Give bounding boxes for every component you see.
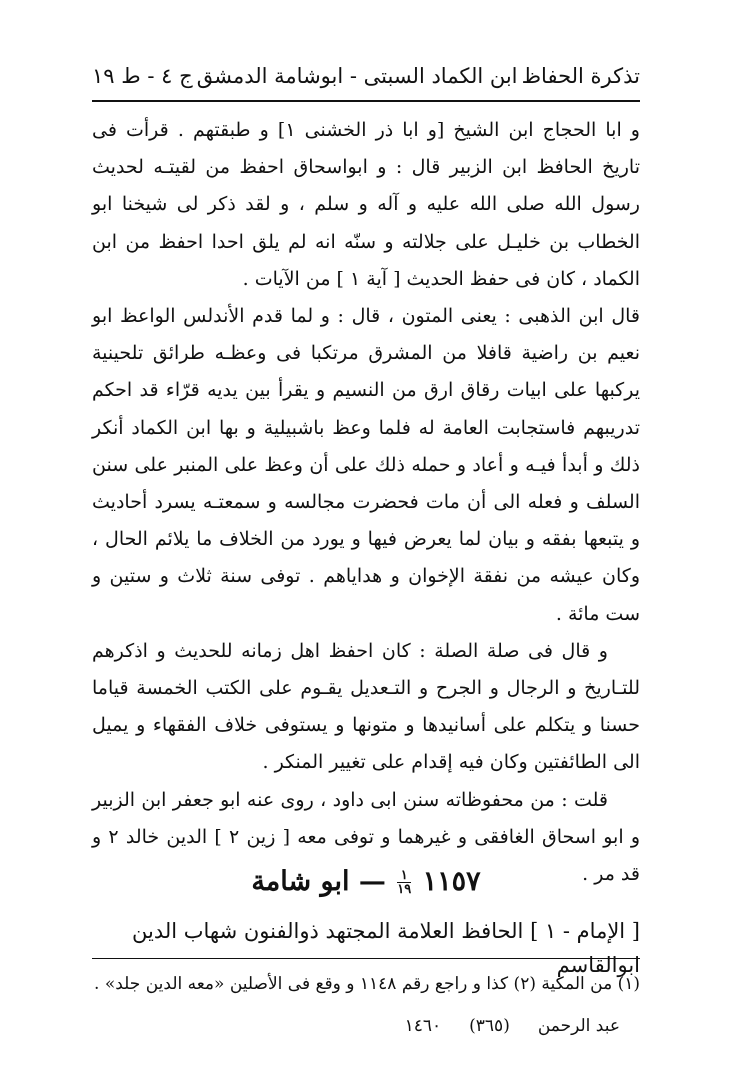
footnote: (١) من المكية (٢) كذا و راجع رقم ١١٤٨ و وقع فى الأصلين «معه الدين جلد» . [94, 974, 640, 994]
header-book-title: تذكرة الحفاظ [521, 64, 640, 88]
entry-number: ١١٥٧ [422, 866, 481, 897]
running-header [92, 58, 640, 94]
header-volume: ج ٤ - ط ١٩ [92, 64, 193, 88]
header-subject: ابن الكماد السبتى - ابوشامة الدمشق [196, 64, 518, 88]
header-rule [92, 100, 640, 102]
entry-name: — ابو شامة [251, 866, 386, 897]
footer-sheet-number: ١٤٦٠ [404, 1016, 442, 1036]
entry-heading [92, 862, 640, 902]
fraction-top: ١ [400, 868, 408, 883]
fraction-bottom: ١٩ [397, 882, 412, 897]
paragraph-3: و قال فى صلة الصلة : كان احفظ اهل زمانه للحديث و اذكرهم للتـاريخ و الرجال و الجرح و التـعديل يقـوم على الكتب الخمسة قياما حسنا و يتكلم على أسانيدها و متونها و يستوفى خلاف الفقهاء و يميل الى الطائفتين وكان فيه إقدام على تغيير المنكر . [92, 639, 640, 774]
page-footer [110, 1010, 620, 1042]
footnote-rule [92, 958, 640, 959]
paragraph-2: قال ابن الذهبى : يعنى المتون ، قال : و لما قدم الأندلس الواعظ ابو نعيم بن راضية قافلا من المشرق مرتكبا فى وعظـه طرائق تلحينية يركبها على ابيات رقاق ارق من النسيم و يقرأ بين يديه قرّاء قد احكم تدريبهم فاستجابت العامة له فلما وعظ باشبيلية و بها ابن الكماد أنكر ذلك و أبدأ فيـه و أعاد و حمله ذلك على أن وعظ على المنبر على سنن السلف و فعله الى أن مات فحضرت مجالسه و سمعتـه يسرد أحاديث و يتبعها بفقه و بيان لما يعرض فيها و يورد من الخلاف ما يلائم الحال ، وكان عيشه من نفقة الإخوان و هداياهم . توفى سنة ثلاث و ستين و ست مائة . [92, 305, 640, 625]
paragraph-4: قلت : من محفوظاته سنن ابى داود ، روى عنه ابو جعفر ابن الزبير و ابو اسحاق الغافقى و غيرهما و توفى معه [ زين ٢ ] الدين خالد ٢ و قد مر . [92, 788, 640, 886]
entry-fraction [397, 869, 411, 896]
entry-first-line: [ الإمام - ١ ] الحافظ العلامة المجتهد ذوالفنون شهاب الدين ابوالقاسم [132, 919, 640, 977]
footer-signature: عبد الرحمن [537, 1016, 620, 1036]
main-text [92, 112, 640, 893]
paragraph-1: و ابا الحجاج ابن الشيخ [و ابا ذر الخشنى ١] و طبقتهم . قرأت فى تاريخ الحافظ ابن الزبير قال : و ابواسحاق احفظ من لقيتـه لحديث رسول الله صلى الله عليه و آله و سلم ، و لقد ذكر لى شيخنا ابو الخطاب بن خليـل على جلالته و سنّه انه لم يلق احدا احفظ من ابن الكماد ، كان فى حفظ الحديث [ آية ١ ] من الآيات . [92, 119, 640, 290]
footer-page-ref: (٣٦٥) [469, 1016, 510, 1036]
